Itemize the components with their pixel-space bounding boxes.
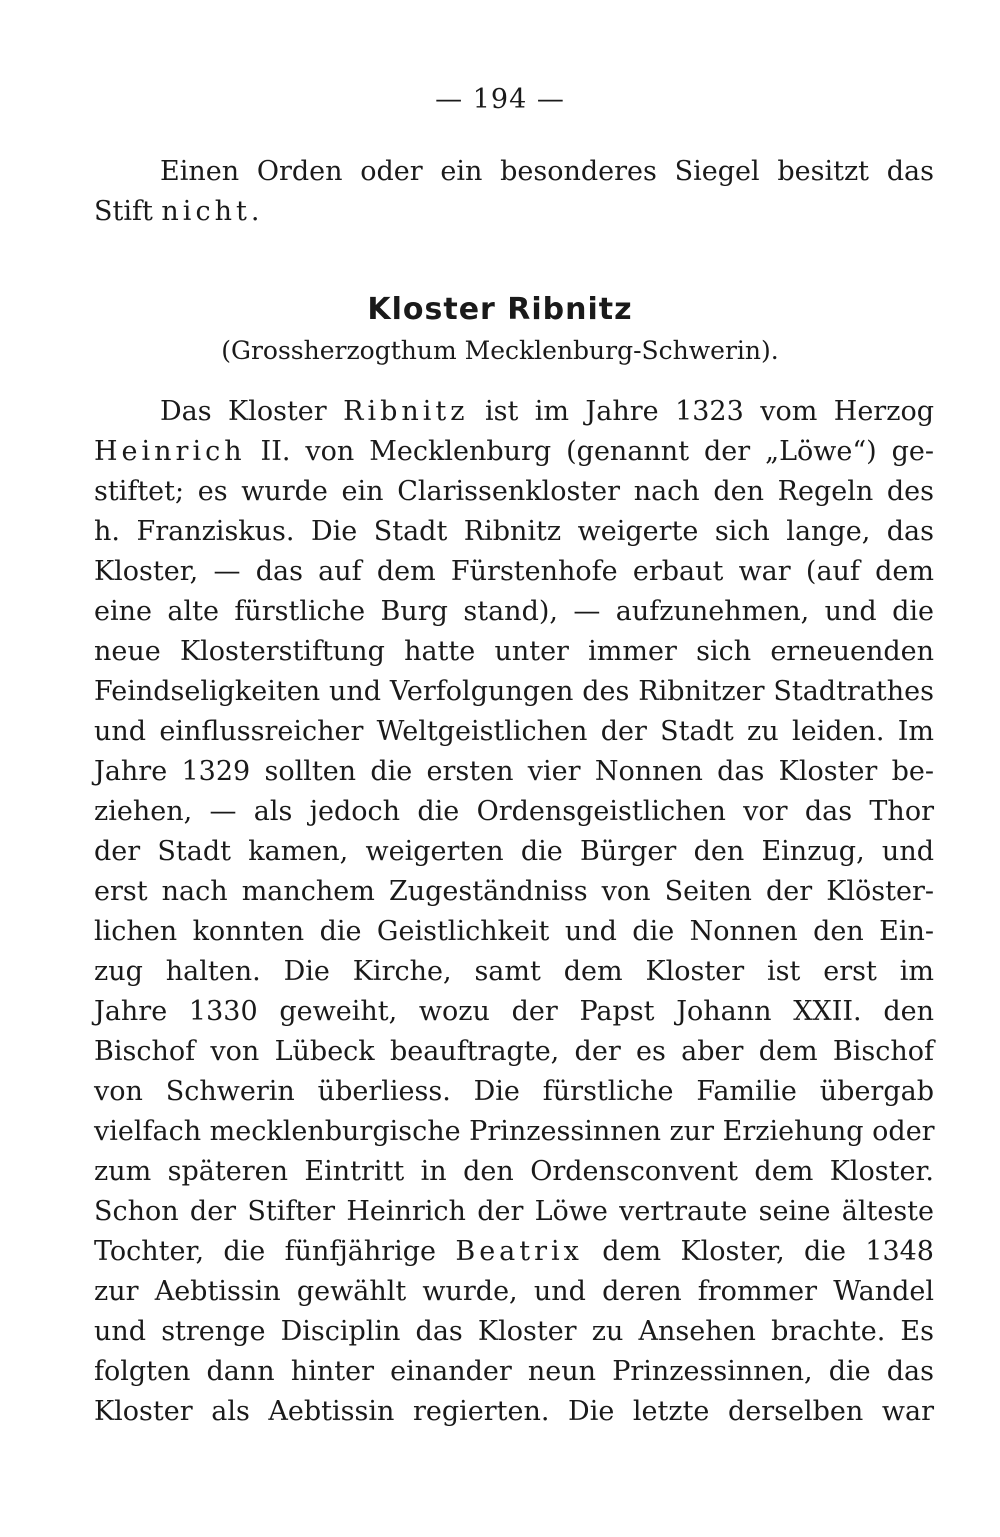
intro-line-1: Einen Orden oder ein besonderes Siegel besitzt das (160, 156, 934, 187)
paragraph-line: von Schwerin überliess. Die fürstliche Familie übergab (94, 1076, 934, 1107)
intro-text: Stift (94, 196, 153, 227)
paragraph-line: vielfach mecklenburgische Prinzessinnen zur Erziehung oder (94, 1116, 935, 1147)
paragraph-line-beatrix (94, 1232, 934, 1272)
paragraph-line: Kloster, — das auf dem Fürstenhofe erbaut war (auf dem (94, 556, 934, 587)
paragraph-line: h. Franziskus. Die Stadt Ribnitz weigerte sich lange, das (94, 516, 934, 547)
paragraph-line: zur Aebtissin gewählt wurde, und deren frommer Wandel (94, 1276, 934, 1307)
p2-end: II. von Mecklenburg (genannt der „Löwe“) ge- (260, 436, 934, 467)
paragraph-line: Schon der Stifter Heinrich der Löwe vertraute seine älteste (94, 1196, 934, 1227)
paragraph-line: Jahre 1329 sollten die ersten vier Nonnen das Kloster be- (94, 756, 934, 787)
p1-name: Ribnitz (343, 396, 469, 427)
p2-name: Heinrich (94, 436, 246, 467)
paragraph-line: Bischof von Lübeck beauftragte, der es aber dem Bischof (94, 1036, 934, 1067)
paragraph-line: neue Klosterstiftung hatte unter immer sich erneuenden (94, 636, 934, 667)
paragraph-line: Jahre 1330 geweiht, wozu der Papst Johann XXII. den (94, 996, 934, 1027)
paragraph-line: und strenge Disciplin das Kloster zu Ansehen brachte. Es (94, 1316, 934, 1347)
paragraph-line: zum späteren Eintritt in den Ordensconvent dem Kloster. (94, 1156, 934, 1187)
paragraph-line: und einflussreicher Weltgeistlichen der Stadt zu leiden. Im (94, 716, 934, 747)
paragraph-line: ziehen, — als jedoch die Ordensgeistlichen vor das Thor (94, 796, 934, 827)
p1-start: Das Kloster (160, 396, 327, 427)
paragraph-line: lichen konnten die Geistlichkeit und die Nonnen den Ein- (94, 916, 934, 947)
paragraph-line: Feindseligkeiten und Verfolgungen des Ribnitzer Stadtrathes (94, 676, 934, 707)
section-subheading: (Grossherzogthum Mecklenburg-Schwerin). (221, 336, 779, 365)
paragraph-line: der Stadt kamen, weigerten die Bürger den Einzug, und (94, 836, 934, 867)
beatrix-name: Beatrix (455, 1236, 583, 1267)
section-heading: Kloster Ribnitz (367, 292, 633, 327)
beatrix-start: Tochter, die fünfjährige (94, 1236, 437, 1267)
p1-end: ist im Jahre 1323 vom Herzog (484, 396, 934, 427)
paragraph-line: stiftet; es wurde ein Clarissenkloster nach den Regeln des (94, 476, 934, 507)
beatrix-end: dem Kloster, die 1348 (602, 1236, 934, 1267)
paragraph-line: erst nach manchem Zugeständniss von Seiten der Klöster- (94, 876, 934, 907)
paragraph-line: Kloster als Aebtissin regierten. Die letzte derselben war (94, 1396, 934, 1427)
intro-line-2 (94, 192, 934, 232)
paragraph-line: zug halten. Die Kirche, samt dem Kloster ist erst im (94, 956, 934, 987)
intro-emphasis: nicht (161, 196, 251, 227)
paragraph-line-1 (160, 392, 934, 432)
paragraph-line-2 (94, 432, 934, 472)
page-number: — 194 — (435, 84, 565, 115)
intro-period: . (250, 196, 260, 227)
paragraph-line: folgten dann hinter einander neun Prinzessinnen, die das (94, 1356, 934, 1387)
paragraph-line: eine alte fürstliche Burg stand), — aufzunehmen, und die (94, 596, 934, 627)
